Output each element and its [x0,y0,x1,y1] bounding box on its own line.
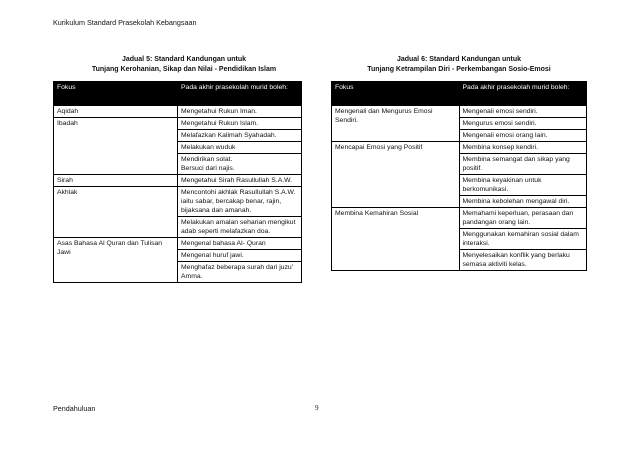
outcome-cell [178,175,302,187]
outcome-cell [178,118,302,175]
table-row [332,208,587,271]
left-standards-table [53,81,302,283]
table-row [54,118,302,175]
outcome-item: Menghafaz beberapa surah dari juzu' Amma. [178,261,301,281]
outcome-item: Mengenal huruf jawi. [178,249,301,260]
outcome-item: Mengetahui Rukun Iman. [181,108,257,115]
outcome-item: Mencontohi akhlak Rasullullah S.A.W. iaitu sabar, bercakap benar, rajin, bijaksana dan amanah. [181,189,296,214]
outcome-item: Mengurus emosi sendiri. [460,117,587,128]
header-fokus: Fokus [54,82,178,94]
focus-cell: Asas Bahasa Al Quran dan Tulisan Jawi [54,238,178,283]
table-header-row [54,82,302,94]
outcome-cell [178,106,302,118]
right-standards-table [331,81,587,271]
outcome-item: Mengetahui Sirah Rasullullah S.A.W. [181,177,293,184]
left-caption-line2: Tunjang Kerohanian, Sikap dan Nilai - Pendidikan Islam [91,66,277,73]
outcome-item: Membina semangat dan sikap yang positif. [460,153,587,173]
focus-cell: Membina Kemahiran Sosial [332,208,460,271]
outcome-cell [459,208,587,271]
outcome-item: Membina konsep kendiri. [462,144,539,151]
page-number: 9 [315,404,319,412]
header-fokus: Fokus [332,82,460,94]
right-table-caption [331,55,587,75]
left-caption-line1: Jadual 5: Standard Kandungan untuk [121,56,247,63]
outcome-item: Menyelesaikan konflik yang berlaku semasa aktiviti kelas. [460,249,587,269]
table-row [54,238,302,283]
outcome-item: Mengetahui Rukun Islam. [181,120,259,127]
table-header-row [332,82,587,94]
outcome-item: Membina keyakinan untuk berkomunikasi. [460,174,587,194]
outcome-cell [178,238,302,283]
outcome-cell [459,106,587,142]
outcome-item: Menggunakan kemahiran sosial dalam interaksi. [460,228,587,248]
outcome-item: Mengenali emosi orang lain. [460,129,587,140]
header-spacer-row [54,94,302,106]
outcome-item: Melakukan wuduk [178,141,301,152]
header-outcome: Pada akhir prasekolah murid boleh: [178,82,302,94]
right-caption-line2: Tunjang Ketrampilan Diri - Perkembangan Sosio-Emosi [367,66,551,73]
focus-cell: Sirah [54,175,178,187]
outcome-item: Mengenal bahasa Al- Quran [181,240,266,247]
outcome-item: Membina kebolehan mengawal diri. [460,195,587,206]
focus-cell: Mengenali dan Mengurus Emosi Sendiri. [332,106,460,142]
outcome-cell [178,187,302,238]
right-caption-line1: Jadual 6: Standard Kandungan untuk [396,56,522,63]
table-row [54,106,302,118]
left-table-caption [53,55,315,75]
focus-cell: Aqidah [54,106,178,118]
header-outcome: Pada akhir prasekolah murid boleh: [459,82,587,94]
table-row [332,142,587,208]
document-header: Kurikulum Standard Prasekolah Kebangsaan [53,18,197,27]
focus-cell: Mencapai Emosi yang Positif [332,142,460,208]
outcome-item: Memahami keperluan, perasaan dan pandangan orang lain. [462,210,574,226]
table-row [332,106,587,142]
table-row [54,175,302,187]
outcome-cell [459,142,587,208]
focus-cell: Ibadah [54,118,178,175]
outcome-item: Melakukan amalan seharian mengikut adab seperti melafazkan doa. [178,216,301,236]
outcome-item: Mengenali emosi sendiri. [462,108,538,115]
table-row [54,187,302,238]
footer-section: Pendahuluan [53,404,96,413]
outcome-item: Mendirikan solat. Bersuci dari najis. [178,153,301,173]
header-spacer-row [332,94,587,106]
focus-cell: Akhlak [54,187,178,238]
outcome-item: Melafazkan Kalimah Syahadah. [178,129,301,140]
